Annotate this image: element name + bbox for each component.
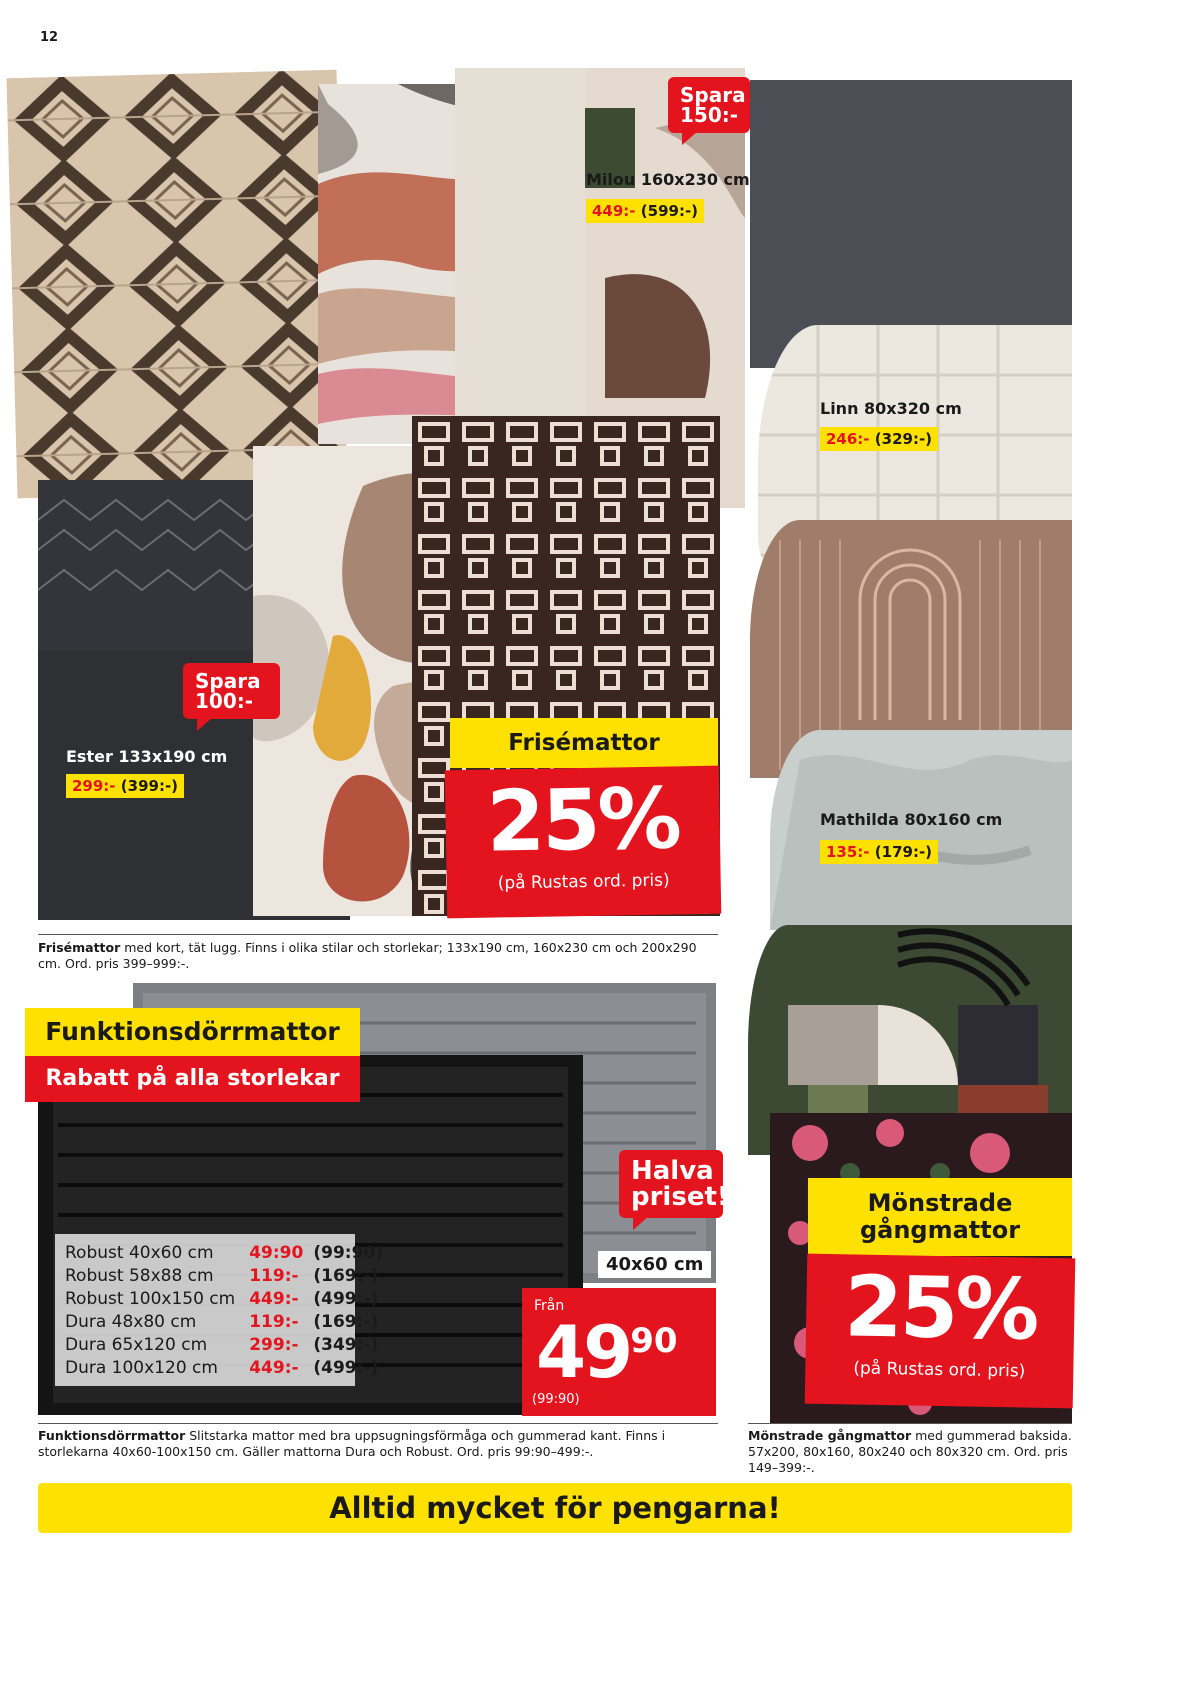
doormat-big-price-main: 49 — [536, 1310, 631, 1394]
ester-price-box — [66, 774, 184, 798]
frise-caption-text: med kort, tät lugg. Finns i olika stilar och storlekar; 133x190 cm, 160x230 cm och 200x290 cm. Ord. pris 399–999:-. — [38, 940, 697, 971]
doormats-caption — [38, 1428, 718, 1460]
footer-slogan: Alltid mycket för pengarna! — [38, 1483, 1072, 1533]
half-price-line1: Halva — [631, 1156, 714, 1186]
mathilda-old-price: (179:-) — [874, 843, 933, 861]
doormats-caption-text: Slitstarka mattor med bra uppsugningsförmåga och gummerad kant. Finns i storlekarna 40x60-100x150 cm. Gäller mattorna Dura och Robust. Ord. pris 99:90–499:-. — [38, 1428, 666, 1459]
doormat-big-price — [536, 1312, 678, 1392]
runners-caption-rule — [748, 1423, 1072, 1424]
runners-title-line2: gångmattor — [859, 1216, 1021, 1244]
doormats-subtitle: Rabatt på alla storlekar — [25, 1056, 360, 1102]
doormat-row-old-price: (349:-) — [313, 1335, 379, 1355]
runners-caption — [748, 1428, 1072, 1476]
doormat-price-burst — [522, 1288, 716, 1416]
doormat-row-old-price: (169:-) — [313, 1312, 379, 1332]
frise-caption — [38, 940, 718, 972]
doormats-caption-rule — [38, 1423, 718, 1424]
doormat-row-price: 449:- — [249, 1289, 299, 1309]
doormat-row-price: 449:- — [249, 1358, 299, 1378]
ester-savings-line2: 100:- — [195, 689, 254, 713]
frise-caption-rule — [38, 934, 718, 935]
doormat-row-name: Dura 65x120 cm — [65, 1335, 208, 1355]
mathilda-runner-image — [770, 730, 1072, 930]
runners-discount-note: (på Rustas ord. pris) — [853, 1358, 1026, 1382]
runners-caption-bold: Mönstrade gångmattor — [748, 1428, 912, 1443]
doormat-price-row — [65, 1265, 387, 1288]
frise-caption-bold: Frisémattor — [38, 940, 121, 955]
doormat-row-name: Dura 48x80 cm — [65, 1312, 197, 1332]
doormat-price-row — [65, 1357, 387, 1380]
doormat-price-row — [65, 1334, 387, 1357]
ester-product-name: Ester 133x190 cm — [66, 747, 228, 766]
doormat-row-old-price: (499:-) — [313, 1289, 379, 1309]
doormat-row-price: 299:- — [249, 1335, 299, 1355]
doormat-row-old-price: (99:90) — [313, 1243, 383, 1263]
ester-savings-bubble — [183, 663, 280, 719]
milou-savings-line2: 150:- — [680, 103, 739, 127]
ester-old-price: (399:-) — [120, 777, 179, 795]
mathilda-price-box — [820, 840, 938, 864]
runners-title — [808, 1178, 1072, 1256]
frise-discount: 25% — [485, 769, 680, 871]
diamond-pattern-rug-image — [7, 70, 348, 498]
doormats-caption-bold: Funktionsdörrmattor — [38, 1428, 186, 1443]
doormat-price-row — [65, 1288, 387, 1311]
doormat-row-name: Dura 100x120 cm — [65, 1358, 218, 1378]
doormat-row-old-price: (499:-) — [313, 1358, 379, 1378]
runners-discount-burst — [805, 1254, 1076, 1409]
milou-price-box — [586, 199, 704, 223]
linn-old-price: (329:-) — [874, 430, 933, 448]
doormat-price-row — [65, 1242, 387, 1265]
milou-savings-bubble — [668, 77, 750, 133]
doormat-row-price: 119:- — [249, 1312, 299, 1332]
runners-title-line1: Mönstrade — [867, 1189, 1013, 1217]
runners-discount: 25% — [843, 1257, 1038, 1359]
doormat-size-label: 40x60 cm — [598, 1251, 711, 1278]
doormat-row-old-price: (169:-) — [313, 1266, 379, 1286]
frise-title: Frisémattor — [450, 718, 718, 768]
doormats-price-table — [55, 1234, 383, 1386]
milou-old-price: (599:-) — [640, 202, 699, 220]
doormat-row-name: Robust 40x60 cm — [65, 1243, 214, 1263]
ester-price: 299:- — [72, 777, 116, 795]
ester-savings-line1: Spara — [195, 669, 261, 693]
milou-price: 449:- — [592, 202, 636, 220]
doormat-from-label: Från — [534, 1298, 565, 1314]
half-price-line2: priset! — [631, 1182, 729, 1212]
page-number: 12 — [40, 30, 59, 45]
doormat-row-name: Robust 100x150 cm — [65, 1289, 236, 1309]
doormats-title: Funktionsdörrmattor — [25, 1008, 360, 1056]
linn-price: 246:- — [826, 430, 870, 448]
milou-product-name: Milou 160x230 cm — [586, 170, 750, 189]
doormat-big-price-dec: 90 — [630, 1321, 678, 1361]
linn-product-name: Linn 80x320 cm — [820, 399, 962, 418]
linn-price-box — [820, 427, 938, 451]
doormat-price-row — [65, 1311, 387, 1334]
runners-caption-text: med gummerad baksida. 57x200, 80x160, 80x240 och 80x320 cm. Ord. pris 149–399:-. — [748, 1428, 1072, 1475]
frise-discount-burst — [445, 766, 722, 919]
milou-savings-line1: Spara — [680, 83, 746, 107]
doormat-row-price: 49:90 — [249, 1243, 304, 1263]
mathilda-price: 135:- — [826, 843, 870, 861]
frise-discount-note: (på Rustas ord. pris) — [497, 870, 670, 894]
doormat-row-price: 119:- — [249, 1266, 299, 1286]
mathilda-product-name: Mathilda 80x160 cm — [820, 810, 1003, 829]
doormat-big-price-old: (99:90) — [532, 1392, 580, 1407]
half-price-bubble — [619, 1150, 729, 1218]
doormat-row-name: Robust 58x88 cm — [65, 1266, 214, 1286]
